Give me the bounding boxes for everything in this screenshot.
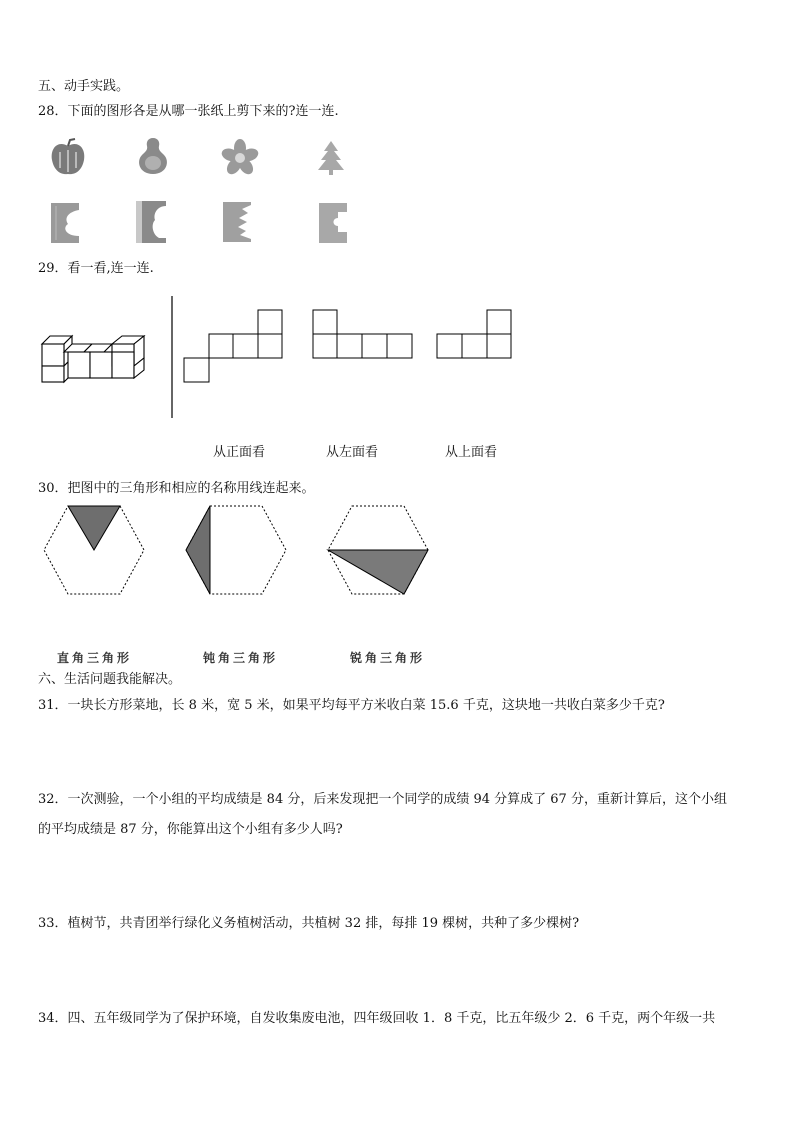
view-option-b-figure: [312, 309, 416, 361]
label-acute-triangle: 锐角三角形: [350, 651, 426, 665]
label-front-view: 从正面看: [213, 445, 266, 460]
question-34: 34．四、五年级同学为了保护环境，自发收集废电池，四年级回收 1．8 千克，比五年级少 2．6 千克，两个年级一共: [38, 1011, 716, 1026]
paper-piece-1-icon: [50, 202, 80, 244]
question-33: 33．植树节，共青团举行绿化义务植树活动，共植树 32 排，每排 19 棵树，共种了多少棵树?: [38, 916, 580, 931]
view-option-c-figure: [436, 309, 516, 361]
label-top-view: 从上面看: [445, 445, 498, 460]
question-28: 28．下面的图形各是从哪一张纸上剪下来的?连一连.: [38, 104, 339, 119]
cube-stack-figure: [40, 334, 155, 386]
tree-cutout-icon: [315, 139, 347, 177]
divider-line: [170, 296, 174, 418]
paper-piece-3-icon: [222, 201, 252, 243]
question-31: 31．一块长方形菜地，长 8 米，宽 5 米，如果平均每平方米收白菜 15.6 千克，这块地一共收白菜多少千克?: [38, 698, 665, 713]
question-29: 29．看一看,连一连.: [38, 261, 154, 276]
question-30: 30．把图中的三角形和相应的名称用线连起来。: [38, 481, 315, 496]
section-title-5: 五、动手实践。: [38, 79, 130, 94]
question-32-line-1: 32．一次测验，一个小组的平均成绩是 84 分，后来发现把一个同学的成绩 94 分算成了 67 分，重新计算后，这个小组: [38, 792, 727, 807]
hexagon-figure-3: [326, 504, 430, 596]
hexagon-figure-1: [42, 504, 146, 596]
view-option-a-figure: [183, 309, 285, 385]
apple-cutout-icon: [48, 138, 88, 178]
label-left-view: 从左面看: [326, 445, 379, 460]
paper-piece-2-icon: [135, 200, 167, 244]
question-32-line-2: 的平均成绩是 87 分，你能算出这个小组有多少人吗?: [38, 822, 343, 837]
label-right-triangle: 直角三角形: [57, 651, 133, 665]
flower-cutout-icon: [220, 139, 260, 177]
paper-piece-4-icon: [318, 202, 348, 244]
section-title-6: 六、生活问题我能解决。: [38, 672, 182, 687]
gourd-cutout-icon: [135, 136, 171, 178]
hexagon-figure-2: [184, 504, 288, 596]
label-obtuse-triangle: 钝角三角形: [203, 651, 279, 665]
